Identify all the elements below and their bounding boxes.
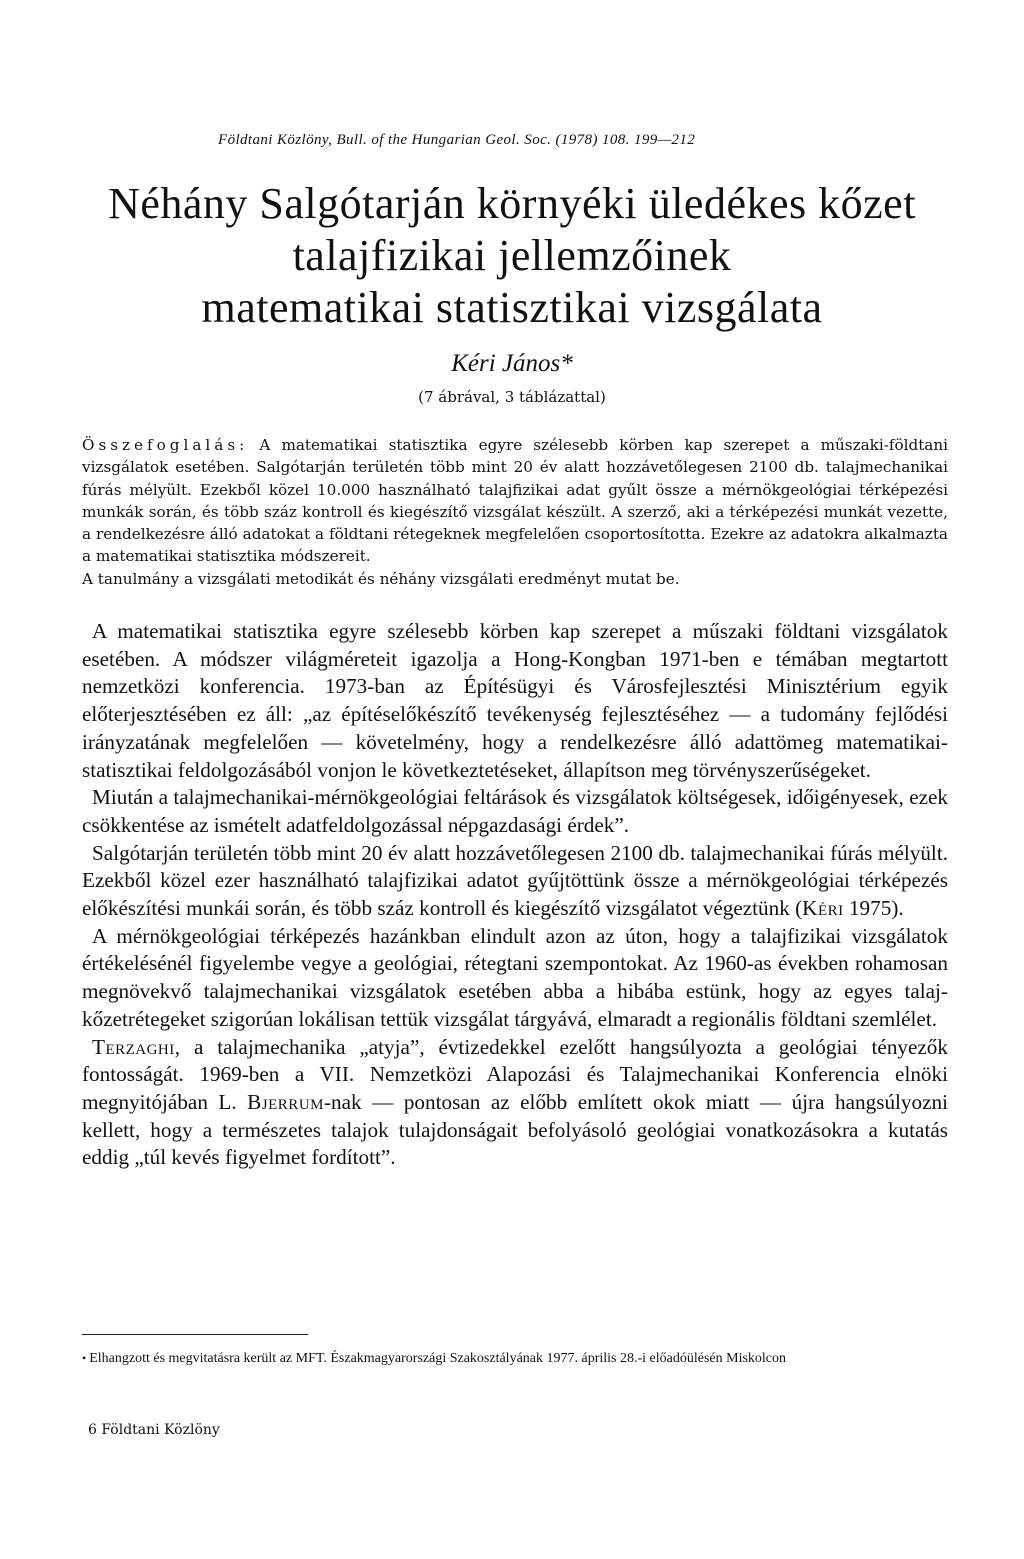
abstract-lead: Összefoglalás: bbox=[82, 436, 249, 454]
footnote-text: Elhangzott és megvitatásra került az MFT. Északmagyarországi Szakosztályának 1977. április 28.-i előadóülésén Miskolcon bbox=[89, 1351, 787, 1366]
author-name: Kéri János* bbox=[451, 350, 573, 377]
body-paragraph-1: A matematikai statisztika egyre szélesebb körben kap szerepet a műszaki földtani vizsgálatok esetében. A módszer világméreteit igazolja a Hong-Kongban 1971-ben e témában megtartott nemzetközi konferencia. 1973-ban az Építésügyi és Városfejlesztési Minisztérium egyik előterjesztésében ez áll: „az építéselőkészítő tevékenység fejlesztéséhez — a tudomány fejlődési irányzatának megfelelően — követelmény, hogy a rendelkezésre álló adattömeg matematikai-statisztikai feldolgozásából vonjon le következtetéseket, állapítson meg törvényszerűségeket. bbox=[82, 619, 948, 782]
body-paragraph-3-text-b: 1975). bbox=[843, 896, 904, 921]
page-footer: 6 Földtani Közlöny bbox=[88, 1422, 220, 1438]
body-paragraph-4: A mérnökgeológiai térképezés hazánkban elindult azon az úton, hogy a talajfizikai vizsgálatok értékelésénél figyelembe vegye a geológiai, rétegtani szempontokat. Az 1960-as években rohamosan megnövekvő talajmechanikai vizsgálatok esetében abba a hibába estünk, hogy az egyes talaj-kőzetrétegeket szigorúan lokálisan tettük vizsgálat tárgyává, elmaradt a regionális földtani szemlélet. bbox=[82, 923, 948, 1031]
body-paragraph-5-text-b: -nak — pontosan az előbb említett okok miatt — újra hangsúlyozni kellett, hogy a természetes talajok tulajdonságait befolyásoló geológiai vonatkozásokra a kutatás eddig „túl kevés figyelmet fordított”. bbox=[82, 1089, 948, 1170]
article-title bbox=[60, 178, 964, 334]
title-line-3: matematikai statisztikai vizsgálata bbox=[201, 283, 823, 332]
body-paragraph-5 bbox=[82, 1034, 948, 1173]
figures-note: (7 ábrával, 3 táblázattal) bbox=[418, 388, 606, 406]
author-name-terzaghi: Terzaghi bbox=[92, 1034, 175, 1059]
abstract-paragraph bbox=[82, 434, 948, 568]
author-citation-keri: Kéri bbox=[802, 896, 844, 921]
abstract bbox=[82, 434, 948, 590]
abstract-text: A matematikai statisztika egyre szélesebb körben kap szerepet a műszaki-földtani vizsgálatok esetében. Salgótarján területén több mint 20 év alatt hozzávetőlegesen 2100 db. talajmechanikai fúrás mélyült. Ezekből közel 10.000 használható talajfizikai adat gyűlt össze a mérnökgeológiai térképezési munkák során, és több száz kontroll és kiegészítő vizsgálat készült. A szerző, aki a térképezési munkát vezette, a rendelkezésre álló adatokat a földtani rétegeknek megfelelően csoportosította. Ezekre az adatokra alkalmazta a matematikai statisztika módszereit. bbox=[82, 436, 948, 566]
footnote bbox=[82, 1350, 948, 1367]
body-paragraph-3 bbox=[82, 840, 948, 923]
title-line-2: talajfizikai jellemzőinek bbox=[292, 231, 732, 280]
title-line-1: Néhány Salgótarján környéki üledékes kőzet bbox=[108, 179, 916, 228]
body-text bbox=[82, 618, 948, 1172]
body-paragraph-3-text-a: Salgótarján területén több mint 20 év alatt hozzávetőlegesen 2100 db. talajmechanikai fúrás mélyült. Ezekből közel ezer használható talajfizikai adatot gyűjtöttünk össze a mérnökgeológiai térképezés előkészítési munkái során, és több száz kontroll és kiegészítő vizsgálatot végeztünk ( bbox=[82, 840, 948, 921]
running-head: Földtani Közlöny, Bull. of the Hungarian Geol. Soc. (1978) 108. 199—212 bbox=[218, 132, 696, 148]
footnote-mark: • bbox=[82, 1351, 87, 1365]
body-paragraph-5-text-a: , a talajmechanika „atyja”, évtizedekkel ezelőtt hangsúlyozta a geológiai tényezők fontosságát. 1969-ben a VII. Nemzetközi Alapozási és Talajmechanikai Konferencia elnöki megnyitójában L. bbox=[82, 1034, 948, 1114]
footnote-divider bbox=[82, 1334, 308, 1335]
abstract-paragraph-2: A tanulmány a vizsgálati metodikát és néhány vizsgálati eredményt mutat be. bbox=[82, 569, 680, 588]
body-paragraph-2: Miután a talajmechanikai-mérnökgeológiai feltárások és vizsgálatok költségesek, időigényesek, ezek csökkentése az ismételt adatfeldolgozással népgazdasági érdek”. bbox=[82, 785, 948, 837]
author-name-bjerrum: Bjerrum bbox=[247, 1089, 324, 1114]
